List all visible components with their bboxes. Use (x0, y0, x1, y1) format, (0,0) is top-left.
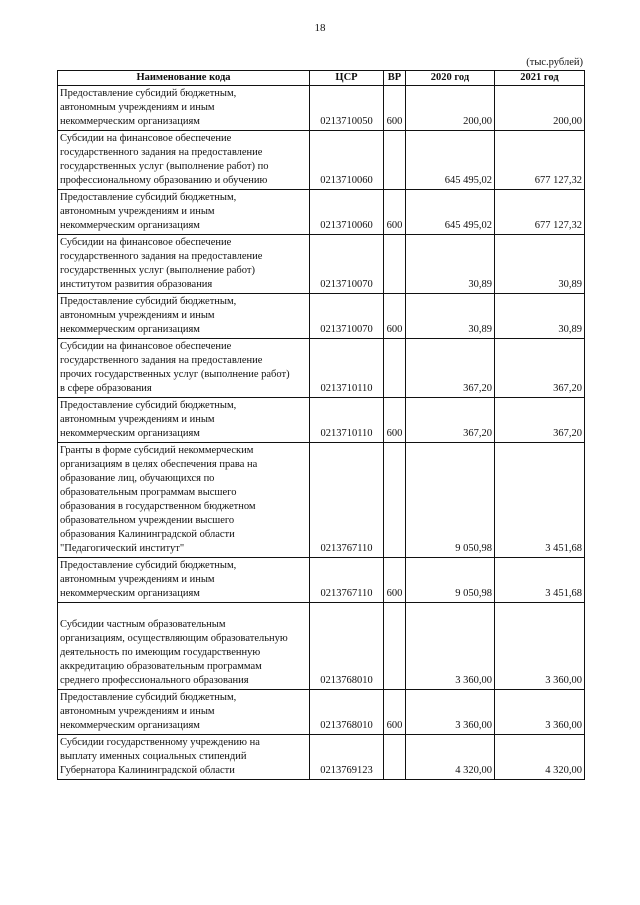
table-row (58, 603, 585, 690)
row-2020: 645 495,02 (406, 190, 495, 235)
row-csr: 0213710050 (310, 86, 384, 131)
row-csr: 0213710060 (310, 190, 384, 235)
row-vr: 600 (384, 690, 406, 735)
row-name: Предоставление субсидий бюджетным, автономным учреждениям и иным некоммерческим организациям (58, 558, 310, 603)
row-2021: 3 360,00 (495, 690, 585, 735)
header-2020: 2020 год (406, 71, 495, 86)
row-csr: 0213710110 (310, 398, 384, 443)
table-row (58, 443, 585, 558)
row-csr: 0213710110 (310, 339, 384, 398)
row-2020: 30,89 (406, 235, 495, 294)
table-row (58, 294, 585, 339)
row-csr: 0213768010 (310, 603, 384, 690)
header-vr: ВР (384, 71, 406, 86)
row-csr: 0213767110 (310, 443, 384, 558)
row-2021: 367,20 (495, 398, 585, 443)
row-2021: 30,89 (495, 235, 585, 294)
row-2020: 3 360,00 (406, 690, 495, 735)
header-2021: 2021 год (495, 71, 585, 86)
row-2020: 4 320,00 (406, 735, 495, 780)
row-2021: 30,89 (495, 294, 585, 339)
row-2020: 9 050,98 (406, 443, 495, 558)
header-csr: ЦСР (310, 71, 384, 86)
row-name: Предоставление субсидий бюджетным, автономным учреждениям и иным некоммерческим организациям (58, 294, 310, 339)
row-vr (384, 603, 406, 690)
row-vr (384, 131, 406, 190)
row-2021: 200,00 (495, 86, 585, 131)
row-2020: 367,20 (406, 339, 495, 398)
row-name: Гранты в форме субсидий некоммерческим организациям в целях обеспечения права на образование лиц, обучающихся по образовательным программам высшего образования в государственном бюджетном образовательном учреждении высшего образования Калининградской области "Педагогический институт" (58, 443, 310, 558)
table-row (58, 86, 585, 131)
row-name: Предоставление субсидий бюджетным, автономным учреждениям и иным некоммерческим организациям (58, 398, 310, 443)
row-csr: 0213768010 (310, 690, 384, 735)
row-vr: 600 (384, 190, 406, 235)
row-name: Субсидии частным образовательным организациям, осуществляющим образовательную деятельность по имеющим государственную аккредитацию образовательным программам среднего профессионального образования (58, 603, 310, 690)
row-2021: 677 127,32 (495, 131, 585, 190)
row-name: Предоставление субсидий бюджетным, автономным учреждениям и иным некоммерческим организациям (58, 690, 310, 735)
row-name: Субсидии на финансовое обеспечение государственного задания на предоставление государственных услуг (выполнение работ) институтом развития образования (58, 235, 310, 294)
row-vr: 600 (384, 558, 406, 603)
row-vr (384, 235, 406, 294)
table-row (58, 131, 585, 190)
table-row (58, 690, 585, 735)
row-2021: 4 320,00 (495, 735, 585, 780)
row-csr: 0213710060 (310, 131, 384, 190)
table-row (58, 558, 585, 603)
row-vr (384, 735, 406, 780)
row-vr: 600 (384, 86, 406, 131)
row-2021: 3 360,00 (495, 603, 585, 690)
row-name: Субсидии на финансовое обеспечение государственного задания на предоставление государственных услуг (выполнение работ) по профессиональному образованию и обучению (58, 131, 310, 190)
table-row (58, 235, 585, 294)
row-csr: 0213710070 (310, 235, 384, 294)
row-name: Предоставление субсидий бюджетным, автономным учреждениям и иным некоммерческим организациям (58, 190, 310, 235)
page-number: 18 (314, 22, 326, 34)
budget-table (57, 70, 585, 780)
row-2021: 677 127,32 (495, 190, 585, 235)
row-2020: 30,89 (406, 294, 495, 339)
row-vr: 600 (384, 398, 406, 443)
table-row (58, 190, 585, 235)
row-vr (384, 339, 406, 398)
table-header-row (58, 71, 585, 86)
row-2020: 3 360,00 (406, 603, 495, 690)
row-name: Предоставление субсидий бюджетным, автономным учреждениям и иным некоммерческим организациям (58, 86, 310, 131)
table-row (58, 398, 585, 443)
row-name: Субсидии государственному учреждению на выплату именных социальных стипендий Губернатора Калининградской области (58, 735, 310, 780)
row-csr: 0213710070 (310, 294, 384, 339)
row-2021: 3 451,68 (495, 558, 585, 603)
table-row (58, 735, 585, 780)
units-label: (тыс.рублей) (526, 57, 583, 68)
table-row (58, 339, 585, 398)
row-vr (384, 443, 406, 558)
row-2020: 367,20 (406, 398, 495, 443)
row-2020: 200,00 (406, 86, 495, 131)
row-name: Субсидии на финансовое обеспечение государственного задания на предоставление прочих государственных услуг (выполнение работ) в сфере образования (58, 339, 310, 398)
row-2020: 9 050,98 (406, 558, 495, 603)
row-2021: 367,20 (495, 339, 585, 398)
header-name: Наименование кода (58, 71, 310, 86)
row-csr: 0213767110 (310, 558, 384, 603)
row-csr: 0213769123 (310, 735, 384, 780)
row-2020: 645 495,02 (406, 131, 495, 190)
row-2021: 3 451,68 (495, 443, 585, 558)
row-vr: 600 (384, 294, 406, 339)
